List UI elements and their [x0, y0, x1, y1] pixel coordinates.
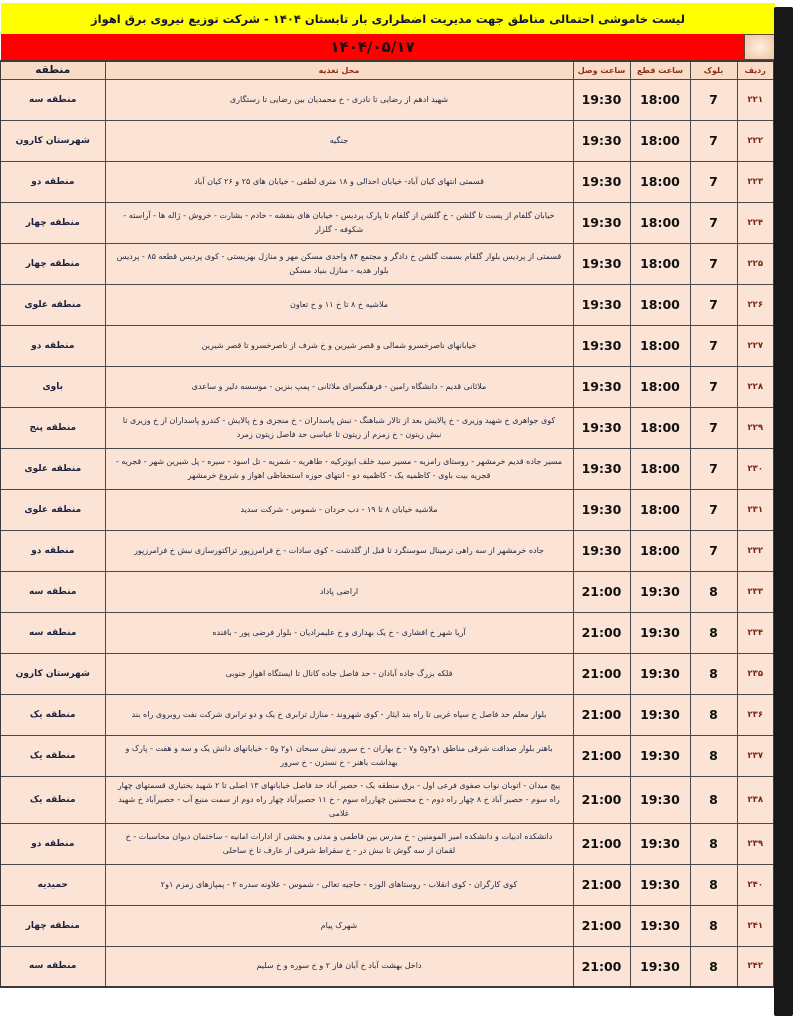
cell-region: منطقه علوی — [0, 489, 105, 530]
cell-location: شهید ادهم از رضایی تا نادری - خ محمدیان بین رضایی تا رستگاری — [105, 79, 573, 120]
cell-cut-time: 19:30 — [630, 864, 690, 905]
date-band — [1, 34, 775, 60]
cell-region: شهرستان کارون — [0, 120, 105, 161]
col-header-restore-time: ساعت وصل — [573, 61, 630, 79]
cell-row-no: ۲۲۸ — [737, 366, 774, 407]
cell-cut-time: 18:00 — [630, 448, 690, 489]
cell-region: حمیدیه — [0, 864, 105, 905]
cell-restore-time: 19:30 — [573, 530, 630, 571]
cell-row-no: ۲۳۲ — [737, 530, 774, 571]
cell-block: 8 — [690, 612, 737, 653]
cell-cut-time: 19:30 — [630, 571, 690, 612]
cell-location: کوی جواهری خ شهید وزیری - خ پالایش بعد از تالار شباهنگ - نبش پاسداران - خ منجزی و خ پالایش - کندرو پاسداران از خ وزیری تا نبش زیتون - خ زمزم از زیتون تا عباسی حد فاصل زیتون زمرد — [105, 407, 573, 448]
cell-block: 7 — [690, 407, 737, 448]
cell-restore-time: 19:30 — [573, 284, 630, 325]
cell-cut-time: 18:00 — [630, 79, 690, 120]
cell-row-no: ۲۲۹ — [737, 407, 774, 448]
cell-cut-time: 18:00 — [630, 202, 690, 243]
cell-region: منطقه دو — [0, 823, 105, 864]
cell-row-no: ۲۲۵ — [737, 243, 774, 284]
cell-location: خیابان گلفام از پست تا گلشن - خ گلشن از گلفام تا پارک پردیس - خیابان های بنفشه - خادم - بشارت - خروش - ژاله ها - آراسته - شکوفه - گلزار — [105, 202, 573, 243]
cell-cut-time: 18:00 — [630, 284, 690, 325]
table-row — [0, 366, 774, 407]
cell-restore-time: 19:30 — [573, 489, 630, 530]
cell-block: 7 — [690, 448, 737, 489]
cell-location: اراضی پاداد — [105, 571, 573, 612]
cell-location: بلوار معلم حد فاصل خ سپاه غربی تا راه بند ایثار - کوی شهروند - منازل ترابری خ یک و دو ترابری شرکت نفت روبروی راه بند — [105, 694, 573, 735]
cell-block: 8 — [690, 823, 737, 864]
col-header-location: محل تغذیه — [105, 61, 573, 79]
cell-cut-time: 19:30 — [630, 735, 690, 776]
cell-location: جاده خرمشهر از سه راهی ترمینال سوسنگرد تا قبل از گلدشت - کوی سادات - خ فرامرزپور تراکتورسازی نبش خ فرامرزپور — [105, 530, 573, 571]
cell-row-no: ۲۳۰ — [737, 448, 774, 489]
cell-cut-time: 18:00 — [630, 325, 690, 366]
cell-block: 8 — [690, 571, 737, 612]
photo-edge-shadow — [774, 7, 793, 1016]
table-row — [0, 530, 774, 571]
table-row — [0, 448, 774, 489]
cell-region: منطقه یک — [0, 735, 105, 776]
cell-restore-time: 21:00 — [573, 612, 630, 653]
cell-location: مسیر جاده قدیم خرمشهر - روستای رامزیه - مسیر سید خلف ابوترکیه - طاهریه - شمریه - تل اسود - سیره - پل شیرین شهر - قجریه - قجریه بیت باوی - کاظمیه یک - کاظمیه دو - انتهای حوزه استحفاظی اهواز و شروع خرمشهر — [105, 448, 573, 489]
table-row — [0, 489, 774, 530]
cell-cut-time: 19:30 — [630, 946, 690, 987]
cell-region: منطقه سه — [0, 946, 105, 987]
cell-region: منطقه یک — [0, 776, 105, 823]
cell-cut-time: 19:30 — [630, 694, 690, 735]
cell-restore-time: 21:00 — [573, 571, 630, 612]
table-row — [0, 325, 774, 366]
cell-location: پیچ میدان - اتوبان نواب صفوی فرعی اول - برق منطقه یک - حصیر آباد حد فاصل خیابانهای ۱۳ اصلی تا ۲ شهید بختیاری قسمتهای چهار راه سوم - حصیر آباد خ ۸ چهار راه دوم - خ محسنین چهارراه سوم - خ ۱۱ حصیرآباد چهار راه دوم از سمت منبع آب - حصیرآباد خ شهید غلامی — [105, 776, 573, 823]
cell-location: باهنر بلوار صداقت شرقی مناطق ۱و۳و۵ و۷ - خ بهاران - خ سرور نبش سبحان ۱و۲ و۵ - خیابانهای دانش یک و سه و هفت - پارک و بهداشت باهنر - خ نسترن - خ سرور — [105, 735, 573, 776]
table-row — [0, 79, 774, 120]
cell-cut-time: 19:30 — [630, 612, 690, 653]
cell-block: 7 — [690, 79, 737, 120]
cell-restore-time: 21:00 — [573, 905, 630, 946]
cell-restore-time: 19:30 — [573, 325, 630, 366]
cell-location: شهرک پیام — [105, 905, 573, 946]
cell-location: ملاشیه خ ۸ تا خ ۱۱ و خ تعاون — [105, 284, 573, 325]
cell-block: 7 — [690, 366, 737, 407]
table-row — [0, 284, 774, 325]
cell-cut-time: 18:00 — [630, 120, 690, 161]
table-row — [0, 905, 774, 946]
cell-row-no: ۲۲۷ — [737, 325, 774, 366]
cell-restore-time: 21:00 — [573, 653, 630, 694]
cell-cut-time: 18:00 — [630, 530, 690, 571]
cell-region: منطقه علوی — [0, 448, 105, 489]
cell-restore-time: 21:00 — [573, 694, 630, 735]
document-title: لیست خاموشی احتمالی مناطق جهت مدیریت اضطراری بار تابستان ۱۴۰۴ - شرکت توزیع نیروی برق اهواز — [1, 3, 775, 34]
table-row — [0, 571, 774, 612]
table-row — [0, 243, 774, 284]
cell-restore-time: 21:00 — [573, 823, 630, 864]
cell-block: 7 — [690, 530, 737, 571]
cell-restore-time: 19:30 — [573, 120, 630, 161]
cell-region: منطقه پنج — [0, 407, 105, 448]
cell-row-no: ۲۲۴ — [737, 202, 774, 243]
outage-table — [0, 60, 775, 988]
cell-block: 7 — [690, 202, 737, 243]
cell-region: منطقه چهار — [0, 243, 105, 284]
outage-schedule-document — [1, 3, 775, 988]
cell-cut-time: 18:00 — [630, 366, 690, 407]
cell-cut-time: 19:30 — [630, 905, 690, 946]
cell-block: 7 — [690, 161, 737, 202]
cell-cut-time: 19:30 — [630, 653, 690, 694]
cell-cut-time: 18:00 — [630, 407, 690, 448]
cell-restore-time: 19:30 — [573, 448, 630, 489]
cell-location: آریا شهر خ افشاری - خ یک بهداری و خ علیمرادیان - بلوار فرضی پور - بافنده — [105, 612, 573, 653]
cell-location: داخل بهشت آباد خ آبان فاز ۲ و خ سوره و خ سلیم — [105, 946, 573, 987]
cell-region: شهرستان کارون — [0, 653, 105, 694]
cell-location: دانشکده ادبیات و دانشکده امیر المومنین - خ مدرس بین فاطمی و مدنی و بخشی از ادارات امانیه - ساختمان دیوان محاسبات - خ لقمان از سه گوش تا نبش در - خ سقراط شرقی از عارف تا خ ساحلی — [105, 823, 573, 864]
col-header-row-no: ردیف — [737, 61, 774, 79]
cell-restore-time: 19:30 — [573, 243, 630, 284]
cell-restore-time: 21:00 — [573, 735, 630, 776]
cell-location: ملاثانی قدیم - دانشگاه رامین - فرهنگسرای ملاثانی - پمپ بنزین - موسسه دلیر و ساعدی — [105, 366, 573, 407]
cell-region: منطقه سه — [0, 571, 105, 612]
table-row — [0, 612, 774, 653]
table-row — [0, 202, 774, 243]
cell-block: 7 — [690, 325, 737, 366]
cell-location: جنگیه — [105, 120, 573, 161]
cell-row-no: ۲۳۳ — [737, 571, 774, 612]
cell-location: قسمتی انتهای کیان آباد- خیابان احدالی و ۱۸ متری لطفی - خیابان های ۲۵ و ۲۶ کیان آباد — [105, 161, 573, 202]
cell-restore-time: 19:30 — [573, 161, 630, 202]
cell-region: منطقه دو — [0, 325, 105, 366]
cell-cut-time: 18:00 — [630, 489, 690, 530]
cell-location: فلکه بزرگ جاده آبادان - حد فاصل جاده کانال تا ایستگاه اهواز جنوبی — [105, 653, 573, 694]
cell-block: 8 — [690, 905, 737, 946]
cell-block: 7 — [690, 284, 737, 325]
table-row — [0, 694, 774, 735]
cell-block: 8 — [690, 864, 737, 905]
table-row — [0, 120, 774, 161]
schedule-date: ۱۴۰۴/۰۵/۱۷ — [1, 34, 744, 60]
cell-restore-time: 21:00 — [573, 776, 630, 823]
cell-row-no: ۲۴۰ — [737, 864, 774, 905]
cell-row-no: ۲۳۱ — [737, 489, 774, 530]
table-row — [0, 823, 774, 864]
col-header-cut-time: ساعت قطع — [630, 61, 690, 79]
outage-table-body — [0, 79, 774, 987]
cell-restore-time: 21:00 — [573, 864, 630, 905]
cell-block: 8 — [690, 776, 737, 823]
cell-region: منطقه چهار — [0, 202, 105, 243]
table-row — [0, 735, 774, 776]
table-row — [0, 946, 774, 987]
cell-region: منطقه دو — [0, 530, 105, 571]
cell-row-no: ۲۳۸ — [737, 776, 774, 823]
table-row — [0, 407, 774, 448]
cell-row-no: ۲۴۱ — [737, 905, 774, 946]
cell-region: باوی — [0, 366, 105, 407]
cell-row-no: ۲۳۹ — [737, 823, 774, 864]
cell-row-no: ۲۲۱ — [737, 79, 774, 120]
cell-location: خیابانهای ناصرخسرو شمالی و قصر شیرین و خ شرف از ناصرخسرو تا قصر شیرین — [105, 325, 573, 366]
cell-row-no: ۲۳۷ — [737, 735, 774, 776]
cell-cut-time: 19:30 — [630, 776, 690, 823]
cell-cut-time: 18:00 — [630, 161, 690, 202]
table-row — [0, 161, 774, 202]
cell-location: کوی کارگران - کوی انقلاب - روستاهای الوزه - حاجیه تعالی - شموس - علاونه سدره ۲ - پمپازهای زمزم ۱و۲ — [105, 864, 573, 905]
cell-region: منطقه سه — [0, 612, 105, 653]
cell-restore-time: 19:30 — [573, 202, 630, 243]
cell-restore-time: 19:30 — [573, 79, 630, 120]
corner-cell — [744, 34, 775, 60]
cell-row-no: ۲۳۵ — [737, 653, 774, 694]
cell-row-no: ۲۲۶ — [737, 284, 774, 325]
cell-row-no: ۲۳۴ — [737, 612, 774, 653]
cell-block: 7 — [690, 489, 737, 530]
table-row — [0, 653, 774, 694]
cell-region: منطقه دو — [0, 161, 105, 202]
cell-restore-time: 19:30 — [573, 407, 630, 448]
cell-restore-time: 19:30 — [573, 366, 630, 407]
cell-location: ملاشیه خیابان ۸ تا ۱۹ - دب حردان - شموس - شرکت سدید — [105, 489, 573, 530]
cell-location: قسمتی از پردیس بلوار گلفام بسمت گلشن خ دادگر و مجتمع ۸۴ واحدی مسکن مهر و منازل بهزیستی - کوی پردیس قطعه ۸۵ - پردیس بلوار هدیه - منازل بنیاد مسکن — [105, 243, 573, 284]
cell-region: منطقه یک — [0, 694, 105, 735]
col-header-block: بلوک — [690, 61, 737, 79]
cell-cut-time: 19:30 — [630, 823, 690, 864]
cell-region: منطقه چهار — [0, 905, 105, 946]
cell-row-no: ۲۲۲ — [737, 120, 774, 161]
cell-row-no: ۲۳۶ — [737, 694, 774, 735]
cell-restore-time: 21:00 — [573, 946, 630, 987]
cell-row-no: ۲۴۲ — [737, 946, 774, 987]
table-header-row — [0, 61, 774, 79]
cell-region: منطقه سه — [0, 79, 105, 120]
col-header-region: منطقه — [0, 61, 105, 79]
cell-block: 8 — [690, 653, 737, 694]
cell-block: 8 — [690, 694, 737, 735]
table-row — [0, 864, 774, 905]
cell-block: 8 — [690, 735, 737, 776]
cell-cut-time: 18:00 — [630, 243, 690, 284]
cell-block: 8 — [690, 946, 737, 987]
cell-block: 7 — [690, 243, 737, 284]
cell-block: 7 — [690, 120, 737, 161]
cell-region: منطقه علوی — [0, 284, 105, 325]
cell-row-no: ۲۲۳ — [737, 161, 774, 202]
table-row — [0, 776, 774, 823]
